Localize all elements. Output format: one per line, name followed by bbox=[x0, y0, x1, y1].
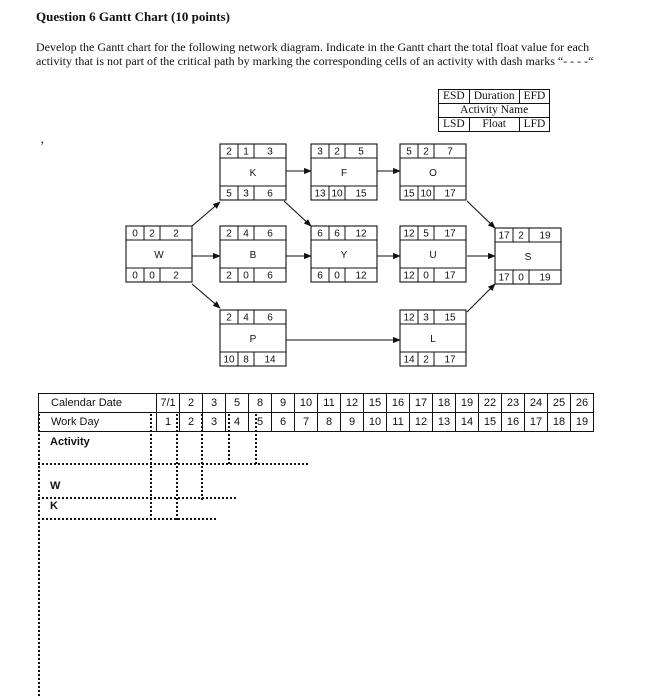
node-top-value: 3 bbox=[317, 146, 323, 158]
node-bottom-value: 0 bbox=[243, 270, 249, 282]
calendar-date-cell: 23 bbox=[502, 394, 525, 413]
node-bottom-value: 10 bbox=[223, 354, 235, 366]
node-top-value: 5 bbox=[423, 228, 429, 240]
node-top-value: 6 bbox=[317, 228, 323, 240]
calendar-date-cell: 24 bbox=[525, 394, 548, 413]
gantt-header-table bbox=[38, 393, 594, 432]
node-bottom-value: 14 bbox=[403, 354, 415, 366]
work-day-cell: 14 bbox=[456, 413, 479, 432]
legend-esd: ESD bbox=[439, 90, 470, 104]
node-name: O bbox=[429, 168, 437, 179]
calendar-date-cell: 5 bbox=[226, 394, 249, 413]
work-day-cell: 12 bbox=[410, 413, 433, 432]
calendar-date-cell: 9 bbox=[272, 394, 295, 413]
node-top-value: 7 bbox=[447, 146, 453, 158]
node-bottom-value: 6 bbox=[267, 188, 273, 200]
calendar-date-cell: 8 bbox=[249, 394, 272, 413]
node-top-value: 6 bbox=[267, 228, 273, 240]
node-bottom-value: 17 bbox=[498, 272, 510, 284]
work-day-cell: 8 bbox=[318, 413, 341, 432]
node-bottom-value: 0 bbox=[518, 272, 524, 284]
node-bottom-value: 6 bbox=[267, 270, 273, 282]
calendar-date-cell: 19 bbox=[456, 394, 479, 413]
calendar-date-cell: 25 bbox=[548, 394, 571, 413]
work-day-cell: 2 bbox=[180, 413, 203, 432]
work-day-cell: 3 bbox=[203, 413, 226, 432]
work-day-cell: 17 bbox=[525, 413, 548, 432]
calendar-date-cell: 16 bbox=[387, 394, 410, 413]
node-top-value: 2 bbox=[334, 146, 340, 158]
node-bottom-value: 14 bbox=[264, 354, 276, 366]
node-bottom-value: 10 bbox=[331, 188, 343, 200]
grid-col-1 bbox=[150, 414, 152, 520]
network-node-s bbox=[495, 228, 561, 284]
network-node-k bbox=[220, 144, 286, 200]
work-day-cell: 16 bbox=[502, 413, 525, 432]
work-day-cell: 18 bbox=[548, 413, 571, 432]
stray-mark: ’ bbox=[40, 138, 45, 153]
node-bottom-value: 3 bbox=[243, 188, 249, 200]
node-name: P bbox=[249, 334, 257, 345]
node-bottom-value: 15 bbox=[403, 188, 415, 200]
node-bottom-value: 17 bbox=[444, 354, 456, 366]
grid-col-4 bbox=[228, 414, 230, 464]
calendar-date-cell: 2 bbox=[180, 394, 203, 413]
node-name: W bbox=[154, 250, 164, 261]
node-top-value: 3 bbox=[267, 146, 273, 158]
node-top-value: 1 bbox=[243, 146, 249, 158]
node-name: K bbox=[249, 168, 257, 179]
grid-col-2 bbox=[176, 414, 178, 520]
grid-row-1 bbox=[38, 463, 308, 465]
node-bottom-value: 12 bbox=[403, 270, 415, 282]
node-top-value: 5 bbox=[406, 146, 412, 158]
question-title: Question 6 Gantt Chart (10 points) bbox=[36, 9, 230, 24]
node-top-value: 4 bbox=[243, 312, 249, 324]
network-node-l bbox=[400, 310, 466, 366]
work-day-label: Work Day bbox=[39, 413, 157, 432]
network-node-p bbox=[220, 310, 286, 366]
calendar-date-cell: 15 bbox=[364, 394, 387, 413]
node-bottom-value: 13 bbox=[314, 188, 326, 200]
node-top-value: 6 bbox=[334, 228, 340, 240]
calendar-date-cell: 26 bbox=[571, 394, 594, 413]
node-top-value: 2 bbox=[423, 146, 429, 158]
node-top-value: 2 bbox=[518, 230, 524, 242]
node-bottom-value: 17 bbox=[444, 270, 456, 282]
legend-lfd: LFD bbox=[519, 118, 550, 132]
node-bottom-value: 17 bbox=[444, 188, 456, 200]
activity-row-w: W bbox=[50, 480, 61, 492]
node-bottom-value: 12 bbox=[355, 270, 367, 282]
activity-label: Activity bbox=[50, 436, 90, 448]
work-day-cell: 11 bbox=[387, 413, 410, 432]
node-bottom-value: 2 bbox=[226, 270, 232, 282]
node-name: Y bbox=[340, 250, 348, 261]
node-top-value: 2 bbox=[226, 312, 232, 324]
calendar-date-row bbox=[39, 394, 594, 413]
work-day-cell: 5 bbox=[249, 413, 272, 432]
node-top-value: 15 bbox=[444, 312, 456, 324]
calendar-date-cell: 11 bbox=[318, 394, 341, 413]
network-node-b bbox=[220, 226, 286, 282]
legend-activity-name: Activity Name bbox=[439, 104, 550, 118]
node-bottom-value: 5 bbox=[226, 188, 232, 200]
question-instructions: Develop the Gantt chart for the following network diagram. Indicate in the Gantt chart the total float value for each activity that is not part of the critical path by marking the corresponding cells of an activity with dash marks “- - - -“ bbox=[36, 40, 594, 68]
node-bottom-value: 8 bbox=[243, 354, 249, 366]
node-top-value: 2 bbox=[226, 228, 232, 240]
node-top-value: 6 bbox=[267, 312, 273, 324]
network-node-y bbox=[311, 226, 377, 282]
network-node-f bbox=[311, 144, 377, 200]
network-node-o bbox=[400, 144, 466, 200]
node-top-value: 19 bbox=[539, 230, 551, 242]
legend-float: Float bbox=[469, 118, 519, 132]
left-dotted-border bbox=[38, 414, 40, 696]
node-top-value: 2 bbox=[149, 228, 155, 240]
calendar-date-cell: 22 bbox=[479, 394, 502, 413]
network-node-u bbox=[400, 226, 466, 282]
work-day-cell: 6 bbox=[272, 413, 295, 432]
calendar-date-label: Calendar Date bbox=[39, 394, 157, 413]
calendar-date-cell: 18 bbox=[433, 394, 456, 413]
network-node-w bbox=[126, 226, 192, 282]
work-day-cell: 13 bbox=[433, 413, 456, 432]
work-day-cell: 9 bbox=[341, 413, 364, 432]
node-top-value: 17 bbox=[498, 230, 510, 242]
node-bottom-value: 0 bbox=[334, 270, 340, 282]
calendar-date-cell: 7/1 bbox=[157, 394, 180, 413]
work-day-cell: 19 bbox=[571, 413, 594, 432]
node-top-value: 2 bbox=[173, 228, 179, 240]
node-top-value: 12 bbox=[403, 228, 415, 240]
legend-efd: EFD bbox=[519, 90, 550, 104]
node-top-value: 4 bbox=[243, 228, 249, 240]
work-day-cell: 1 bbox=[157, 413, 180, 432]
node-top-value: 5 bbox=[358, 146, 364, 158]
calendar-date-cell: 17 bbox=[410, 394, 433, 413]
work-day-cell: 15 bbox=[479, 413, 502, 432]
grid-col-5 bbox=[255, 414, 257, 464]
calendar-date-cell: 12 bbox=[341, 394, 364, 413]
node-bottom-value: 15 bbox=[355, 188, 367, 200]
node-name: S bbox=[524, 252, 532, 263]
node-bottom-value: 10 bbox=[420, 188, 432, 200]
node-top-value: 3 bbox=[423, 312, 429, 324]
work-day-cell: 7 bbox=[295, 413, 318, 432]
node-bottom-value: 6 bbox=[317, 270, 323, 282]
node-top-value: 12 bbox=[403, 312, 415, 324]
calendar-date-cell: 10 bbox=[295, 394, 318, 413]
grid-col-3 bbox=[201, 414, 203, 500]
work-day-cell: 4 bbox=[226, 413, 249, 432]
grid-row-3 bbox=[38, 518, 216, 520]
calendar-date-cell: 3 bbox=[203, 394, 226, 413]
node-name: B bbox=[249, 250, 257, 261]
node-top-value: 12 bbox=[355, 228, 367, 240]
activity-row-k: K bbox=[50, 500, 58, 512]
node-name: U bbox=[429, 250, 437, 261]
node-bottom-value: 2 bbox=[423, 354, 429, 366]
node-top-value: 17 bbox=[444, 228, 456, 240]
legend-duration: Duration bbox=[469, 90, 519, 104]
grid-row-2 bbox=[38, 497, 236, 499]
node-bottom-value: 0 bbox=[423, 270, 429, 282]
node-name: L bbox=[430, 334, 436, 345]
work-day-cell: 10 bbox=[364, 413, 387, 432]
node-bottom-value: 2 bbox=[173, 270, 179, 282]
node-top-value: 0 bbox=[132, 228, 138, 240]
node-bottom-value: 0 bbox=[149, 270, 155, 282]
node-name: F bbox=[340, 168, 348, 179]
node-bottom-value: 0 bbox=[132, 270, 138, 282]
work-day-row bbox=[39, 413, 594, 432]
node-top-value: 2 bbox=[226, 146, 232, 158]
legend-lsd: LSD bbox=[439, 118, 470, 132]
node-bottom-value: 19 bbox=[539, 272, 551, 284]
